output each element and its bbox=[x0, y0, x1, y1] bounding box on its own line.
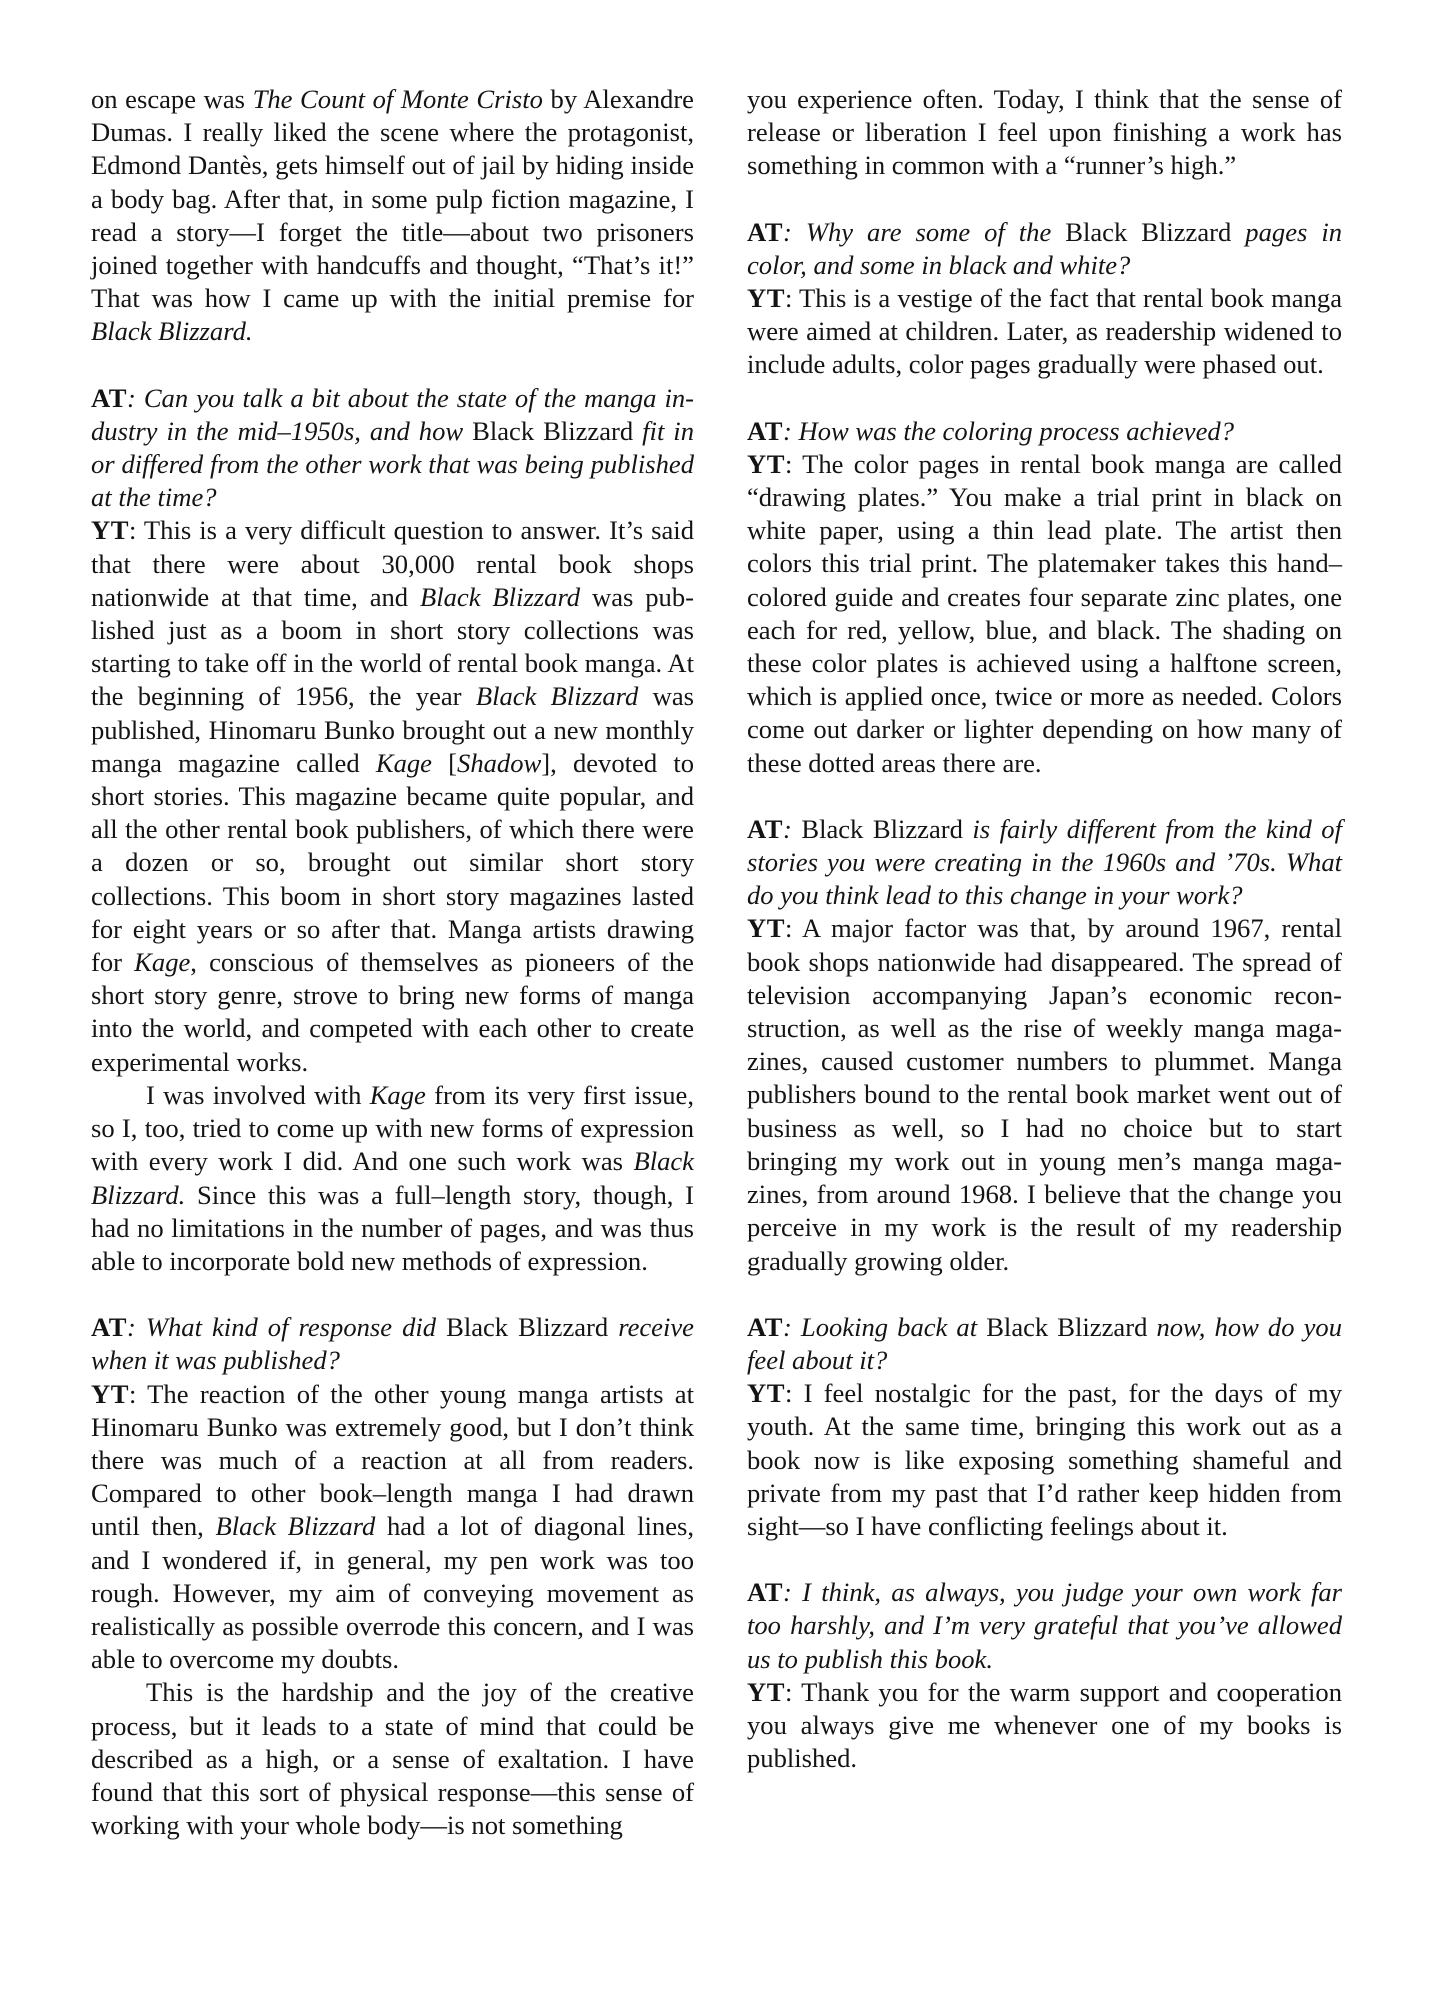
speaker-at: AT bbox=[91, 1312, 127, 1343]
book-title: Black Blizzard bbox=[801, 813, 963, 844]
answer-coloring-process: YT: The color pages in rental book manga are called “drawing plates.” You make a trial print in black on white paper, using a thin lead plate. The artist then colors this trial print. The platemaker takes this hand–colored guide and creates four separate zinc plates, one each for red, yellow, blue, and black. The shading on these color plates is achieved using a halftone screen, which is applied once, twice or more as needed. Colors come out darker or lighter depending on how many of these dotted areas there are. bbox=[747, 448, 1342, 778]
speaker-at: AT bbox=[91, 382, 127, 413]
question-closing: AT: I think, as always, you judge your own work far too harshly, and I’m very grateful that you’ve allowed us to publish this book. bbox=[747, 1577, 1342, 1674]
answer-color-pages: YT: This is a vestige of the fact that rental book manga were aimed at children. Later, as readership widened to include adults, color pages gradually were phased out. bbox=[747, 283, 1342, 380]
speaker-yt: YT bbox=[747, 448, 785, 479]
question-coloring-process: AT: How was the coloring process achieved? bbox=[747, 415, 1235, 446]
book-title: Black Blizzard. bbox=[91, 316, 253, 347]
question-response: AT: What kind of response did Black Blizzard receive when it was published? bbox=[91, 1312, 694, 1376]
question-change-in-work: AT: Black Blizzard is fairly different from the kind of stories you were creating in the 1960s and ’70s. What do you think lead to this change in your work? bbox=[747, 813, 1342, 911]
book-title: Black Blizzard bbox=[1065, 216, 1232, 247]
question-color-pages: AT: Why are some of the Black Blizzard pages in color, and some in black and white? bbox=[747, 216, 1343, 280]
speaker-at: AT bbox=[747, 813, 783, 844]
speaker-yt: YT bbox=[91, 515, 129, 546]
speaker-at: AT bbox=[747, 1311, 783, 1342]
speaker-yt: YT bbox=[747, 283, 785, 314]
right-column bbox=[747, 83, 1342, 1775]
book-title: The Count of Monte Cristo bbox=[252, 84, 543, 114]
question-manga-industry: AT: Can you talk a bit about the state of the manga industry in the mid–1950s, and how Black Blizzard fit in or differed from the other work that was being published at the time? bbox=[91, 382, 694, 513]
speaker-at: AT bbox=[747, 216, 783, 247]
book-title: Black Blizzard bbox=[986, 1311, 1148, 1342]
speaker-yt: YT bbox=[747, 1378, 785, 1409]
speaker-at: AT bbox=[747, 1577, 783, 1608]
speaker-yt: YT bbox=[747, 913, 785, 944]
answer-manga-industry: YT: This is a very difficult question to answer. It’s said that there were about 30,000 rental book shops nationwide at that time, and Black Blizzard was published just as a boom in short story collections was starting to take off in the world of rental book manga. At the beginning of 1956, the year Black Blizzard was published, Hinomaru Bunko brought out a new monthly manga magazine called Kage [Shadow], devoted to short stories. This magazine became quite popular, and all the other rental book publishers, of which there were a dozen or so, brought out similar short story collections. This boom in short story magazines lasted for eight years or so after that. Manga artists drawing for Kage, conscious of themselves as pioneers of the short story genre, strove to bring new forms of manga into the world, and competed with each other to create experimental works. bbox=[91, 515, 694, 1077]
answer-hardship-joy: This is the hardship and the joy of the creative process, but it leads to a state of mind that could be described as a high, or a sense of exaltation. I have found that this sort of physical response—this sense of working with your whole body—is not something bbox=[91, 1677, 694, 1841]
answer-kage-involvement: I was involved with Kage from its very first issue, so I, too, tried to come up with new forms of expression with every work I did. And one such work was Black Blizzard. Since this was a full–length story, though, I had no limitations in the number of pages, and was thus able to incorporate bold new methods of expression. bbox=[91, 1079, 694, 1276]
book-title: Black Blizzard bbox=[472, 415, 634, 446]
answer-change-in-work: YT: A major factor was that, by around 1967, rental book shops nationwide had disappeared. The spread of television accompanying Japan’s economic reconstruction, as well as the rise of weekly manga magazines, caused customer numbers to plummet. Manga publishers bound to the rental book market went out of business as well, so I had no choice but to start bringing my work out in young men’s manga magazines, from around 1968. I believe that the change you perceive in my work is the result of my readership gradually growing older. bbox=[747, 913, 1342, 1276]
answer-closing: YT: Thank you for the warm support and cooperation you always give me whenever one of my books is published. bbox=[747, 1676, 1342, 1774]
question-looking-back: AT: Looking back at Black Blizzard now, how do you feel about it? bbox=[747, 1311, 1342, 1375]
speaker-yt: YT bbox=[747, 1676, 785, 1707]
book-title: Black Blizzard bbox=[446, 1312, 609, 1343]
speaker-at: AT bbox=[747, 415, 783, 446]
left-column bbox=[91, 83, 694, 1842]
answer-response: YT: The reaction of the other young manga artists at Hinomaru Bunko was extremely good, but I don’t think there was much of a reaction at all from readers. Compared to other book–length manga I had drawn until then, Black Blizzard had a lot of diagonal lines, and I wondered if, in general, my pen work was too rough. However, my aim of conveying movement as realistically as possible overrode this concern, and I was able to overcome my doubts. bbox=[91, 1378, 694, 1675]
answer-looking-back: YT: I feel nostalgic for the past, for the days of my youth. At the same time, bringing this work out as a book now is like exposing something shameful and private from my past that I’d rather keep hidden from sight—so I have conflicting feelings about it. bbox=[747, 1378, 1342, 1541]
speaker-yt: YT bbox=[91, 1378, 129, 1409]
paragraph-runners-high: you experience often. Today, I think that the sense of release or liberation I feel upon finishing a work has something in common with a “runner’s high.” bbox=[747, 84, 1342, 181]
paragraph-escape: on escape was The Count of Monte Cristo by Alexandre Dumas. I really liked the scene where the protagonist, Edmond Dantès, gets himself out of jail by hiding inside a body bag. After that, in some pulp fiction magazine, I read a story—I forget the title—about two prisoners joined together with handcuffs and thought, “That’s it!” That was how I came up with the initial premise for Black Blizzard. bbox=[91, 84, 694, 347]
